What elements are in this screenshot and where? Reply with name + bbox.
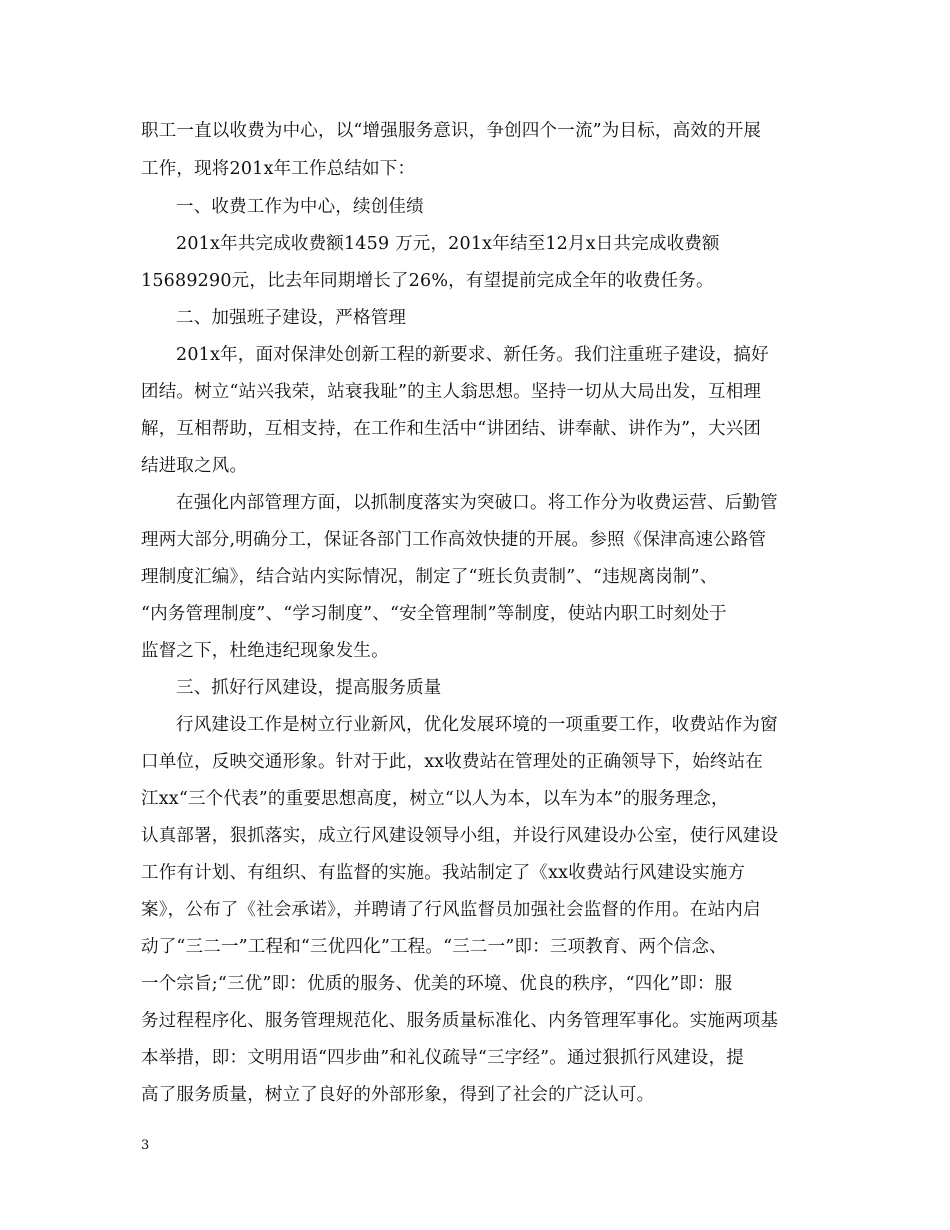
text-line: 职工一直以收费为中心，以“增强服务意识，争创四个一流”为目标，高效的开展 — [141, 121, 762, 141]
text-line: 案》，公布了《社会承诺》，并聘请了行风监督员加强社会监督的作用。在站内启 — [141, 900, 761, 920]
text-line: 工作，现将201x年工作总结如下： — [141, 159, 416, 179]
text-line: 高了服务质量，树立了良好的外部形象，得到了社会的广泛认可。 — [141, 1085, 655, 1105]
text-line: 理制度汇编》，结合站内实际情况，制定了“班长负责制”、“违规离岗制”、 — [141, 567, 718, 587]
text-line: 一个宗旨;“三优”即：优质的服务、优美的环境、优良的秩序，“四化”即：服 — [141, 974, 733, 994]
text-line: 15689290元，比去年同期增长了26%，有望提前完成全年的收费任务。 — [141, 271, 714, 291]
text-line: 务过程程序化、服务管理规范化、服务质量标准化、内务管理军事化。实施两项基 — [141, 1011, 779, 1031]
section-heading: 一、收费工作为中心，续创佳绩 — [176, 197, 424, 217]
text-line: 理两大部分,明确分工，保证各部门工作高效快捷的开展。参照《保津高速公路管 — [141, 530, 767, 550]
section-heading: 二、加强班子建设，严格管理 — [176, 308, 407, 328]
text-line: 动了“三二一”工程和“三优四化”工程。“三二一”即：三项教育、两个信念、 — [141, 937, 727, 957]
text-line: “内务管理制度”、“学习制度”、“安全管理制”等制度，使站内职工时刻处于 — [141, 604, 727, 624]
page-number: 3 — [141, 1138, 150, 1153]
text-line: 口单位，反映交通形象。针对于此，xx收费站在管理处的正确领导下，始终站在 — [141, 752, 763, 772]
text-line: 团结。树立“站兴我荣，站衰我耻”的主人翁思想。坚持一切从大局出发，互相理 — [141, 382, 762, 402]
text-line: 201x年，面对保津处创新工程的新要求、新任务。我们注重班子建设，搞好 — [176, 345, 769, 365]
text-line: 工作有计划、有组织、有监督的实施。我站制定了《xx收费站行风建设实施方 — [141, 863, 746, 883]
text-line: 201x年共完成收费额1459 万元，201x年结至12月x日共完成收费额 — [176, 234, 720, 254]
text-line: 江xx“三个代表”的重要思想高度，树立“以人为本，以车为本”的服务理念， — [141, 789, 729, 809]
text-line: 结进取之风。 — [141, 456, 248, 476]
section-heading: 三、抓好行风建设，提高服务质量 — [176, 678, 442, 698]
text-line: 监督之下，杜绝违纪现象发生。 — [141, 641, 389, 661]
text-line: 在强化内部管理方面，以抓制度落实为突破口。将工作分为收费运营、后勤管 — [176, 493, 778, 513]
text-line: 本举措，即：文明用语“四步曲”和礼仪疏导“三字经”。通过狠抓行风建设，提 — [141, 1048, 744, 1068]
text-line: 解，互相帮助，互相支持，在工作和生活中“讲团结、讲奉献、讲作为”，大兴团 — [141, 419, 762, 439]
text-line: 行风建设工作是树立行业新风，优化发展环境的一项重要工作，收费站作为窗 — [176, 715, 778, 735]
text-line: 认真部署，狠抓落实，成立行风建设领导小组，并设行风建设办公室，使行风建设 — [141, 826, 779, 846]
